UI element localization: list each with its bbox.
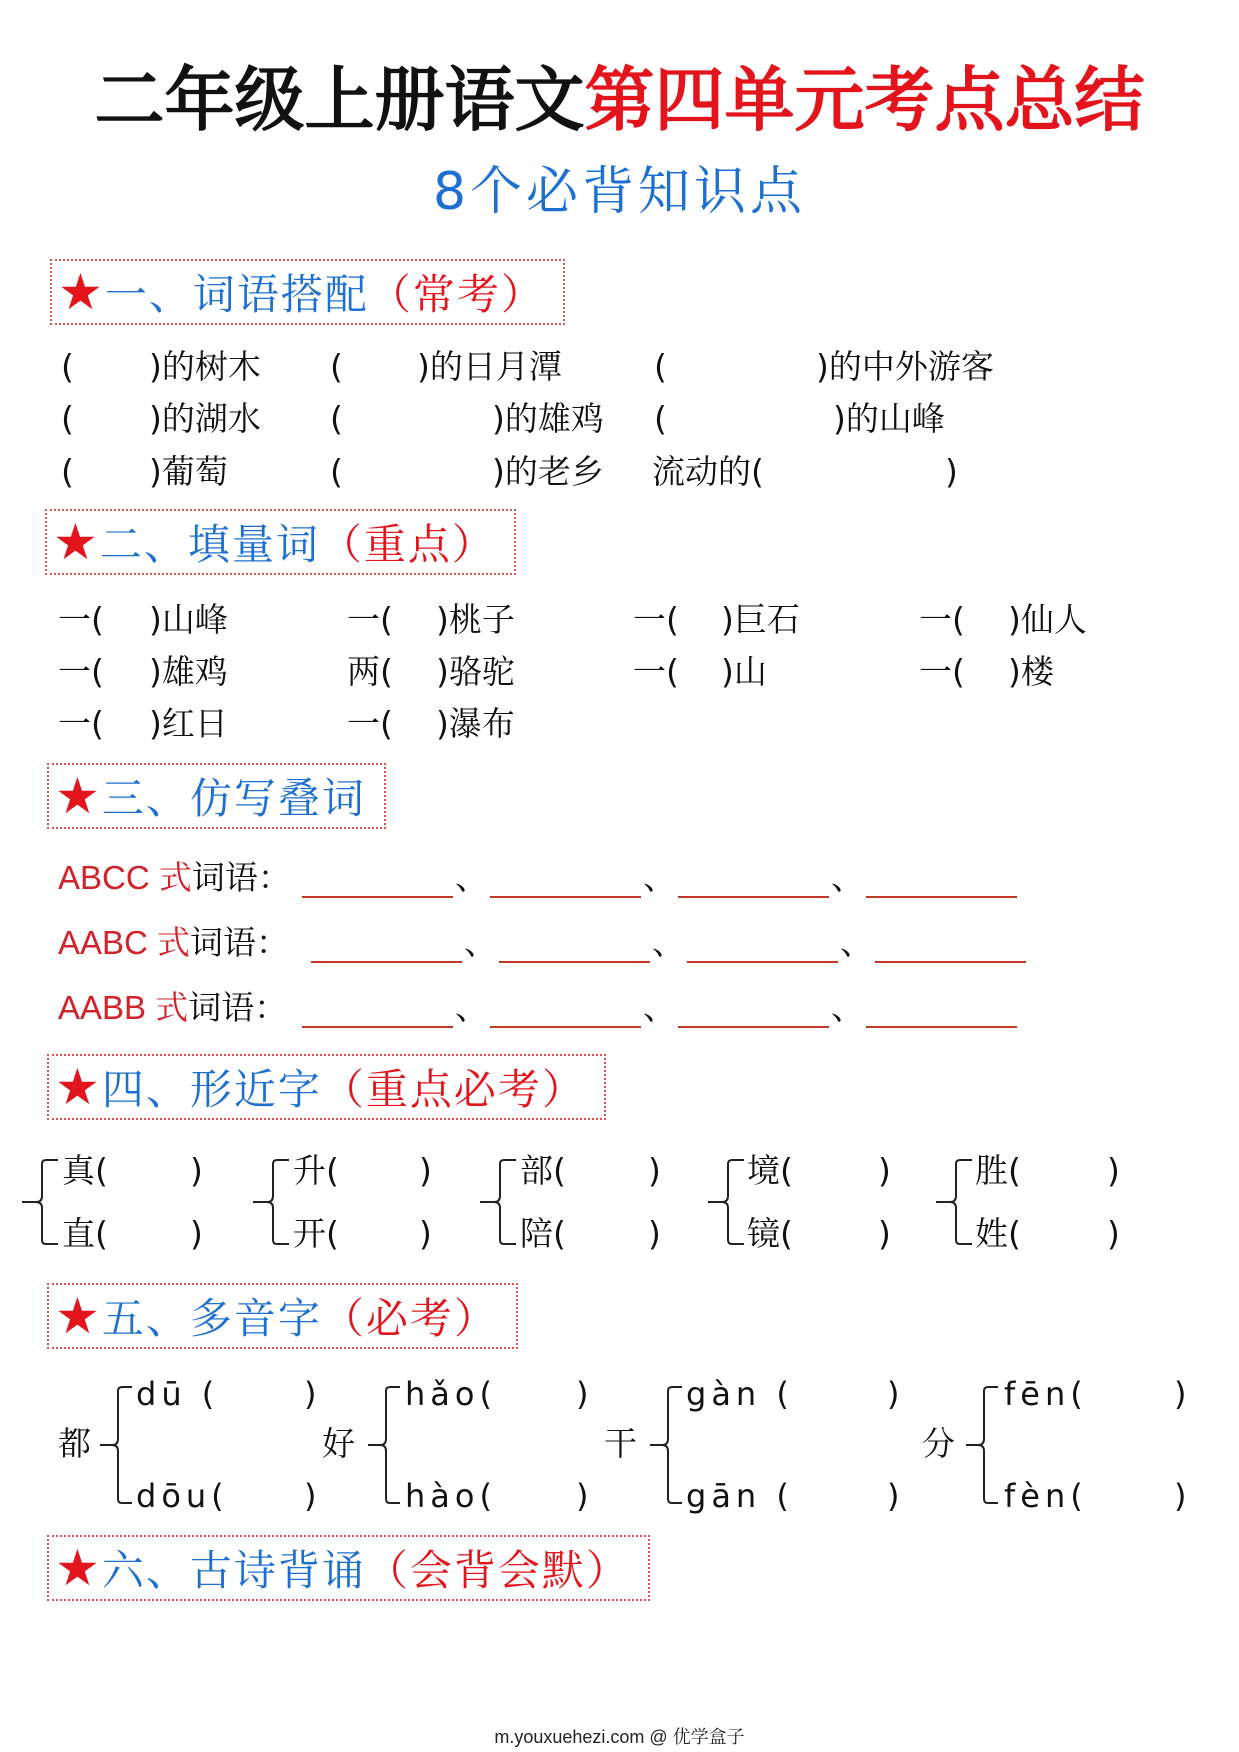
blank-close-text: )的山峰 bbox=[833, 399, 945, 438]
char-top: 境( bbox=[747, 1151, 793, 1190]
section-tag: （会背会默） bbox=[365, 1546, 630, 1595]
page-title bbox=[0, 56, 1239, 144]
separator: 、 bbox=[831, 988, 864, 1027]
blank-open: 一( bbox=[347, 704, 393, 743]
reduplication-row bbox=[0, 858, 1239, 898]
pattern-suffix: 词语： bbox=[188, 988, 288, 1027]
blank-open: ( bbox=[330, 347, 343, 386]
blank-open: ( bbox=[61, 347, 74, 386]
exercise-row bbox=[0, 452, 1239, 492]
section-title: 二、填量词 bbox=[99, 520, 320, 569]
brace-path bbox=[936, 1160, 972, 1244]
brace-path bbox=[253, 1160, 289, 1244]
brace-path bbox=[480, 1160, 516, 1244]
curly-brace bbox=[706, 1158, 746, 1246]
blank-close: ) bbox=[1174, 1477, 1192, 1515]
curly-brace bbox=[98, 1385, 134, 1505]
separator: 、 bbox=[455, 858, 488, 897]
pattern-suffix: 词语： bbox=[190, 923, 290, 962]
separator: 、 bbox=[840, 923, 873, 962]
char-bottom: 开( bbox=[293, 1214, 339, 1253]
blank-close-text: )桃子 bbox=[436, 600, 515, 639]
section-title: 一、词语搭配 bbox=[104, 270, 369, 319]
pattern-label bbox=[58, 923, 289, 963]
reduplication-row bbox=[0, 923, 1239, 963]
section-title: 五、多音字 bbox=[101, 1294, 322, 1343]
char-top: 真( bbox=[62, 1151, 108, 1190]
polyphone-char: 干 bbox=[604, 1424, 637, 1463]
blank-close: ) bbox=[419, 1151, 432, 1190]
blank-open: 两( bbox=[347, 652, 393, 691]
title-unit-summary: 第四单元考点总结 bbox=[584, 59, 1145, 141]
pattern-name: ABCC 式 bbox=[58, 859, 192, 896]
char-bottom: 姓( bbox=[975, 1214, 1021, 1253]
blank-close: ) bbox=[1107, 1151, 1120, 1190]
curly-brace bbox=[251, 1158, 291, 1246]
polyphone-char: 分 bbox=[922, 1424, 955, 1463]
exercise-row bbox=[0, 399, 1239, 439]
char-top: 胜( bbox=[975, 1151, 1021, 1190]
blank-close: ) bbox=[887, 1375, 905, 1413]
blank-close: ) bbox=[304, 1375, 322, 1413]
star-icon: ★ bbox=[55, 1287, 100, 1345]
separator: 、 bbox=[831, 858, 864, 897]
char-top: 部( bbox=[520, 1151, 566, 1190]
char-top: 升( bbox=[293, 1151, 339, 1190]
answer-lines bbox=[311, 923, 1026, 963]
blank-close-text: )的树木 bbox=[149, 347, 261, 386]
char-bottom: 陪( bbox=[520, 1214, 566, 1253]
answer-line bbox=[875, 923, 1026, 963]
blank-close-text: )红日 bbox=[149, 704, 228, 743]
title-grade-subject: 二年级上册语文 bbox=[94, 59, 585, 141]
answer-line bbox=[490, 988, 641, 1028]
blank-close: ) bbox=[648, 1151, 661, 1190]
blank-open: 一( bbox=[633, 652, 679, 691]
brace-path bbox=[708, 1160, 744, 1244]
blank-close-text: )山 bbox=[721, 652, 767, 691]
footer-watermark: m.youxuehezi.com @ 优学盒子 bbox=[494, 1727, 745, 1747]
blank-close: ) bbox=[304, 1477, 322, 1515]
answer-lines bbox=[302, 858, 1017, 898]
answer-line bbox=[311, 923, 462, 963]
pinyin-bottom: fèn( bbox=[1004, 1477, 1088, 1515]
answer-line bbox=[302, 858, 453, 898]
blank-close-text: )的日月潭 bbox=[417, 347, 562, 386]
section-tag: （重点必考） bbox=[321, 1065, 586, 1114]
exercise-row bbox=[0, 600, 1239, 640]
blank-close: ) bbox=[1107, 1214, 1120, 1253]
reduplication-row bbox=[0, 988, 1239, 1028]
blank-close-text: )瀑布 bbox=[436, 704, 515, 743]
brace-path bbox=[22, 1160, 58, 1244]
pattern-label bbox=[58, 858, 291, 898]
section-heading-measure-words bbox=[45, 509, 516, 575]
blank-close-text: )山峰 bbox=[149, 600, 228, 639]
blank-open: 一( bbox=[919, 652, 965, 691]
brace-path bbox=[650, 1387, 682, 1503]
blank-open: ( bbox=[61, 452, 74, 491]
blank-open: ( bbox=[654, 347, 667, 386]
blank-close: ) bbox=[1174, 1375, 1192, 1413]
section-title: 四、形近字 bbox=[101, 1065, 322, 1114]
pattern-name: AABC 式 bbox=[58, 924, 191, 961]
curly-brace bbox=[934, 1158, 974, 1246]
blank-close: ) bbox=[419, 1214, 432, 1253]
polyphone-char: 好 bbox=[322, 1424, 355, 1463]
blank-close: ) bbox=[576, 1477, 594, 1515]
blank-close: ) bbox=[878, 1151, 891, 1190]
pinyin-bottom: gān ( bbox=[686, 1477, 794, 1515]
separator: 、 bbox=[455, 988, 488, 1027]
brace-path bbox=[100, 1387, 132, 1503]
blank-open: 流动的( bbox=[652, 452, 764, 491]
blank-close-text: )巨石 bbox=[721, 600, 800, 639]
blank-open: 一( bbox=[58, 600, 104, 639]
pinyin-top: gàn ( bbox=[686, 1375, 794, 1413]
blank-open: ( bbox=[61, 399, 74, 438]
section-heading-polyphones bbox=[47, 1283, 518, 1349]
blank-open: ( bbox=[330, 399, 343, 438]
answer-line bbox=[866, 858, 1017, 898]
curly-brace bbox=[478, 1158, 518, 1246]
blank-open: ( bbox=[654, 399, 667, 438]
curly-brace bbox=[648, 1385, 684, 1505]
brace-path bbox=[368, 1387, 400, 1503]
blank-close: ) bbox=[576, 1375, 594, 1413]
blank-open: ( bbox=[330, 452, 343, 491]
section-tag: （必考） bbox=[321, 1294, 498, 1343]
pinyin-bottom: hào( bbox=[405, 1477, 497, 1515]
section-tag: （常考） bbox=[368, 270, 545, 319]
section-heading-similar-characters bbox=[47, 1054, 606, 1120]
exercise-row bbox=[0, 704, 1239, 744]
curly-brace bbox=[964, 1385, 1000, 1505]
blank-close-text: ) bbox=[945, 452, 958, 491]
brace-path bbox=[966, 1387, 998, 1503]
blank-close: ) bbox=[190, 1214, 203, 1253]
blank-close-text: )的雄鸡 bbox=[492, 399, 604, 438]
char-bottom: 直( bbox=[62, 1214, 108, 1253]
answer-line bbox=[866, 988, 1017, 1028]
curly-brace bbox=[20, 1158, 60, 1246]
blank-close: ) bbox=[190, 1151, 203, 1190]
blank-open: 一( bbox=[633, 600, 679, 639]
blank-close-text: )雄鸡 bbox=[149, 652, 228, 691]
blank-close-text: )仙人 bbox=[1008, 600, 1087, 639]
separator: 、 bbox=[643, 858, 676, 897]
star-icon: ★ bbox=[53, 513, 98, 571]
curly-brace bbox=[366, 1385, 402, 1505]
blank-open: 一( bbox=[58, 652, 104, 691]
section-heading-poem-recitation bbox=[47, 1535, 650, 1601]
blank-close-text: )的湖水 bbox=[149, 399, 261, 438]
separator: 、 bbox=[464, 923, 497, 962]
pinyin-bottom: dōu( bbox=[136, 1477, 229, 1515]
star-icon: ★ bbox=[55, 1058, 100, 1116]
pattern-label bbox=[58, 988, 287, 1028]
blank-close-text: )骆驼 bbox=[436, 652, 515, 691]
section-heading-word-pairing bbox=[50, 259, 565, 325]
blank-close-text: )葡萄 bbox=[149, 452, 228, 491]
section-tag: （重点） bbox=[319, 520, 496, 569]
blank-open: 一( bbox=[347, 600, 393, 639]
star-icon: ★ bbox=[55, 767, 100, 825]
answer-line bbox=[687, 923, 838, 963]
blank-close: ) bbox=[878, 1214, 891, 1253]
section-title: 三、仿写叠词 bbox=[101, 774, 366, 823]
pinyin-top: fēn( bbox=[1004, 1375, 1088, 1413]
star-icon: ★ bbox=[55, 1539, 100, 1597]
pinyin-top: dū ( bbox=[136, 1375, 220, 1413]
answer-lines bbox=[302, 988, 1017, 1028]
star-icon: ★ bbox=[58, 263, 103, 321]
separator: 、 bbox=[652, 923, 685, 962]
pattern-name: AABB 式 bbox=[58, 989, 189, 1026]
exercise-row bbox=[0, 347, 1239, 387]
blank-open: 一( bbox=[919, 600, 965, 639]
blank-close-text: )的中外游客 bbox=[816, 347, 994, 386]
answer-line bbox=[678, 858, 829, 898]
pattern-suffix: 词语： bbox=[191, 858, 291, 897]
answer-line bbox=[490, 858, 641, 898]
section-heading-reduplicated-words bbox=[47, 763, 386, 829]
blank-close-text: )楼 bbox=[1008, 652, 1054, 691]
polyphone-char: 都 bbox=[58, 1424, 91, 1463]
separator: 、 bbox=[643, 988, 676, 1027]
char-bottom: 镜( bbox=[747, 1214, 793, 1253]
pinyin-top: hǎo( bbox=[405, 1375, 497, 1413]
page-subtitle: 8个必背知识点 bbox=[432, 162, 807, 222]
answer-line bbox=[678, 988, 829, 1028]
answer-line bbox=[499, 923, 650, 963]
blank-close: ) bbox=[648, 1214, 661, 1253]
section-title: 六、古诗背诵 bbox=[101, 1546, 366, 1595]
blank-open: 一( bbox=[58, 704, 104, 743]
exercise-row bbox=[0, 652, 1239, 692]
answer-line bbox=[302, 988, 453, 1028]
blank-close: ) bbox=[887, 1477, 905, 1515]
blank-close-text: )的老乡 bbox=[492, 452, 604, 491]
